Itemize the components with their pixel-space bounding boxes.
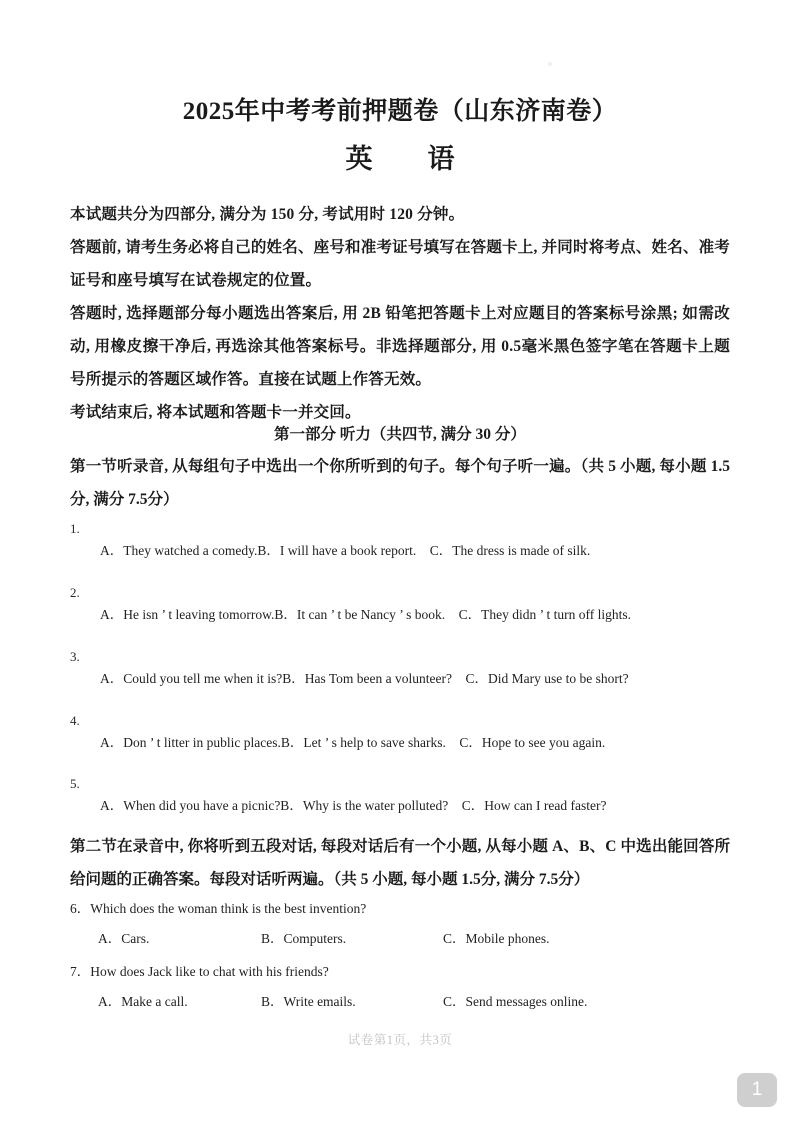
listening-question-5 [70,773,750,817]
listening-question-7 [70,960,750,1013]
section-one-heading: 第一节听录音, 从每组句子中选出一个你所听到的句子。每个句子听一遍。（共 5 小题, 每小题 1.5分, 满分 7.5分） [70,458,730,508]
listening-question-1 [70,518,750,562]
option-b: B．Write emails. [261,994,356,1009]
question-number: 1. [70,521,80,536]
question-number: 5. [70,776,80,791]
option-a: A．Cars. [98,931,150,946]
question-options-row [98,991,750,1013]
question-number: 4. [70,713,80,728]
instruction-line-1: 本试题共分为四部分, 满分为 150 分, 考试用时 120 分钟。 [70,206,465,223]
part-one-heading: 第一部分 听力（共四节, 满分 30 分） [274,426,526,443]
option-c: C．Mobile phones. [443,931,550,946]
listening-question-2 [70,582,750,626]
question-stem: 7．How does Jack like to chat with his friends? [70,964,329,979]
option-a: A．Make a call. [98,994,188,1009]
listening-question-4 [70,710,750,754]
section-two-heading: 第二节在录音中, 你将听到五段对话, 每段对话后有一个小题, 从每小题 A、B、C 中选出能回答所给问题的正确答案。每段对话听两遍。（共 5 小题, 每小题 1.5分, 满分 7.5分） [70,838,730,888]
question-options: A．Could you tell me when it is?B．Has Tom been a volunteer? C．Did Mary use to be short? [100,671,629,686]
listening-question-3 [70,646,750,690]
exam-instructions [70,198,730,429]
option-c: C．Send messages online. [443,994,588,1009]
question-stem: 6．Which does the woman think is the best invention? [70,901,367,916]
scan-artifact-speck [548,62,552,66]
instruction-line-3: 答题时, 选择题部分每小题选出答案后, 用 2B 铅笔把答题卡上对应题目的答案标号涂黑; 如需改动, 用橡皮擦干净后, 再选涂其他答案标号。非选择题部分, 用 0.5毫米黑色签字笔在答题卡上题号所提示的答题区域作答。直接在试题上作答无效。 [70,305,730,388]
question-options: A．When did you have a picnic?B．Why is the water polluted? C．How can I read faster? [100,798,607,813]
page-footer: 试卷第1页，共3页 [347,1033,453,1047]
subject-title: 英 语 [345,144,469,174]
question-options-row [98,928,750,950]
page-title: 2025年中考考前押题卷（山东济南卷） [182,98,618,125]
question-options: A．He isn ’ t leaving tomorrow.B．It can ’ t be Nancy ’ s book. C．They didn ’ t turn off lights. [100,607,632,622]
option-b: B．Computers. [261,931,347,946]
instruction-line-2: 答题前, 请考生务必将自己的姓名、座号和准考证号填写在答题卡上, 并同时将考点、姓名、准考证号和座号填写在试卷规定的位置。 [70,239,731,289]
question-number: 3. [70,649,80,664]
question-options: A．Don ’ t litter in public places.B．Let ’ s help to save sharks. C．Hope to see you again. [100,735,606,750]
instruction-line-4: 考试结束后, 将本试题和答题卡一并交回。 [70,404,361,421]
question-options: A．They watched a comedy.B．I will have a book report. C．The dress is made of silk. [100,543,591,558]
question-number: 2. [70,585,80,600]
listening-question-6 [70,897,750,950]
page-number-badge[interactable]: 1 [737,1073,777,1107]
